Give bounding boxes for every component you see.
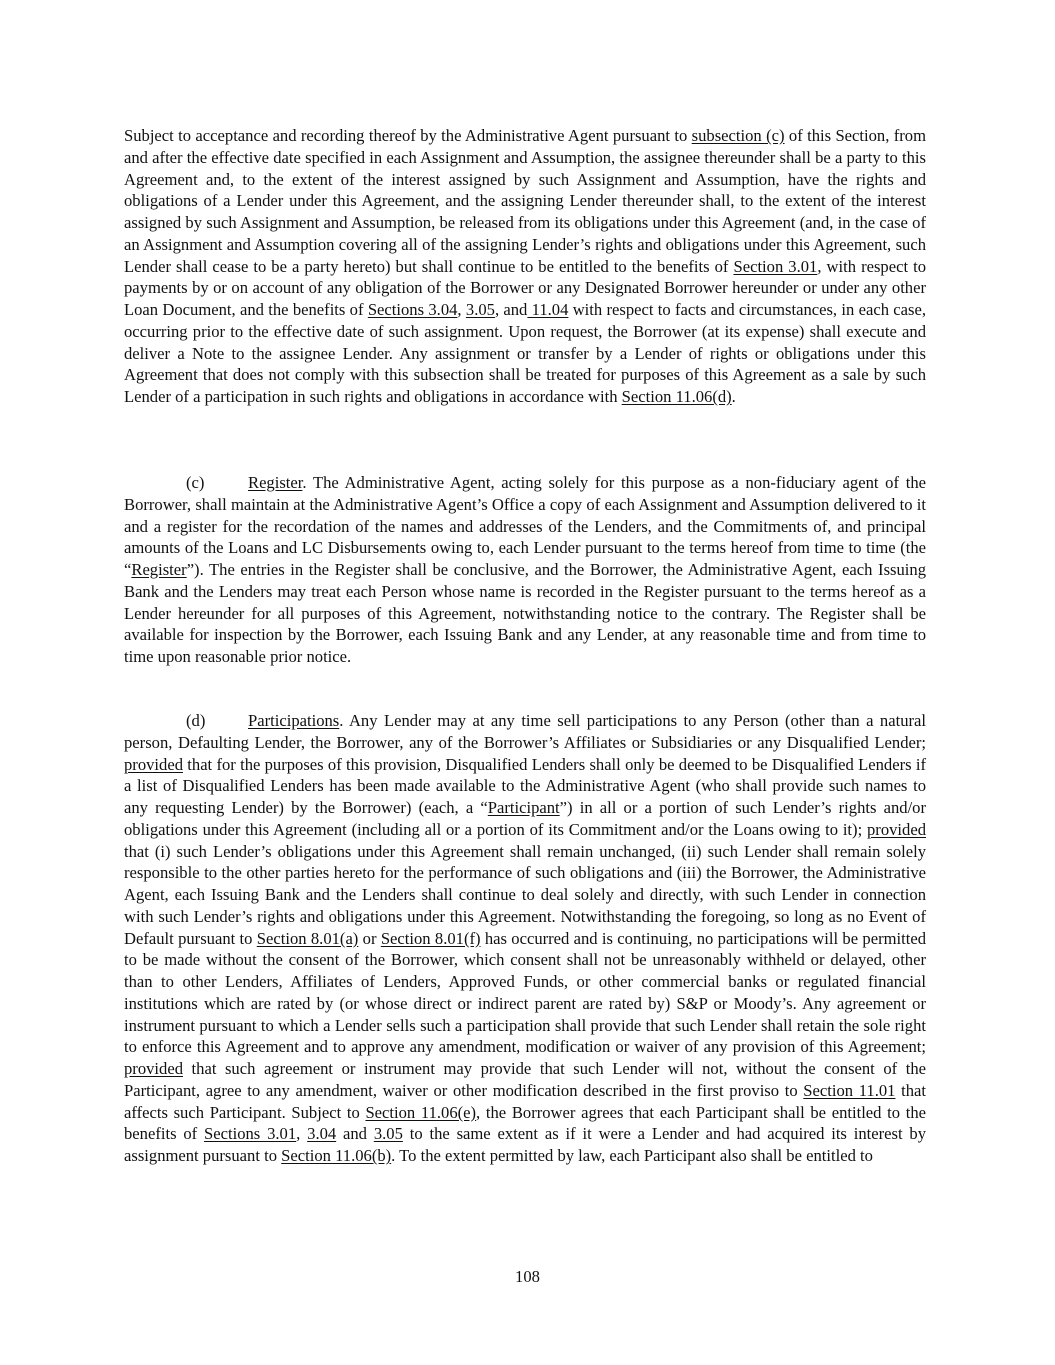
text-run: . To the extent permitted by law, each Participant also shall be entitled to bbox=[391, 1146, 873, 1165]
cross-reference: Sections 3.04 bbox=[367, 300, 458, 319]
clause-heading: Participations bbox=[248, 711, 340, 730]
text-run: , and bbox=[494, 300, 528, 319]
defined-term: Participant bbox=[487, 798, 560, 817]
text-run: , with respect to payments by or on account of any obligation of the Borrower or any Designated Borrower hereunder or under any other Loan Document, and the benefits of bbox=[124, 256, 926, 319]
text-run: that for the purposes of this provision, Disqualified Lenders shall only be deemed to be Disqualified Lenders if a list of Disqualified Lenders has been made available to the Administrative Agent (who shall provide such names to any requesting Lender) by the Borrower) (each, a “ bbox=[124, 754, 926, 817]
cross-reference: Section 3.01 bbox=[733, 256, 818, 276]
cross-reference: Section 11.06(d) bbox=[621, 387, 732, 406]
cross-reference: subsection (c) bbox=[691, 126, 785, 145]
cross-reference: Sections 3.01 bbox=[204, 1124, 297, 1144]
text-run: that such agreement or instrument may provide that such Lender will not, without the consent of the Participant, agree to any amendment, waiver or other modification described in the first proviso to bbox=[124, 1059, 926, 1100]
proviso-term: provided bbox=[124, 1059, 183, 1078]
cross-reference: Section 8.01(a) bbox=[256, 928, 359, 948]
text-run: with respect to facts and circumstances, in each case, occurring prior to the effective date of such assignment. Upon request, the Borrower (at its expense) shall execute and deliver a Note to the assignee Lender. Any assignment or transfer by a Lender of rights or obligations under this Agreement that does not comply with this subsection shall be treated for purposes of this Agreement as a sale by such Lender of a participation in such rights and obligations in accordance with bbox=[124, 300, 927, 406]
cross-reference: Section 11.06(e) bbox=[365, 1102, 477, 1122]
cross-reference: 3.05 bbox=[373, 1124, 403, 1144]
paragraph-register bbox=[124, 472, 926, 668]
text-run: and bbox=[336, 1124, 374, 1144]
cross-reference: 3.04 bbox=[307, 1124, 337, 1144]
text-run: , the Borrower agrees that each Participant shall be entitled to the benefits of bbox=[124, 1102, 927, 1144]
cross-reference: Section 8.01(f) bbox=[380, 928, 481, 948]
text-run: that affects such Participant. Subject to bbox=[124, 1080, 926, 1122]
proviso-term: provided bbox=[124, 754, 183, 774]
page-number: 108 bbox=[515, 1267, 540, 1286]
cross-reference: 3.05 bbox=[465, 300, 495, 319]
clause-heading: Register bbox=[248, 473, 303, 492]
text-run: Subject to acceptance and recording thereof by the Administrative Agent pursuant to bbox=[124, 126, 692, 145]
text-run: . The Administrative Agent, acting solely for this purpose as a non-fiduciary agent of the Borrower, shall maintain at the Administrative Agent’s Office a copy of each Assignment and Assumption delivered to it and a register for the recordation of the names and addresses of the Lenders, and the Commitments of, and principal amounts of the Loans and LC Disbursements owing to, each Lender pursuant to the terms hereof from time to time (the “ bbox=[124, 473, 926, 579]
cross-reference: 11.04 bbox=[527, 300, 569, 319]
clause-label: (c) bbox=[186, 473, 205, 492]
paragraph-assignment-effect bbox=[124, 125, 926, 408]
proviso-term: provided bbox=[867, 819, 926, 839]
text-run: , bbox=[296, 1124, 308, 1144]
text-run: . Any Lender may at any time sell participations to any Person (other than a natural person, Defaulting Lender, the Borrower, any of the Borrower’s Affiliates or Subsidiaries or any Disqualified Lender; bbox=[124, 711, 926, 752]
text-run: . bbox=[731, 387, 736, 406]
cross-reference: Section 11.06(b) bbox=[281, 1146, 392, 1165]
defined-term: Register bbox=[131, 560, 187, 579]
text-run: or bbox=[358, 928, 381, 948]
text-run: that (i) such Lender’s obligations under this Agreement shall remain unchanged, (ii) such Lender shall remain solely responsible to the other parties hereto for the performance of such obligations and (iii) the Borrower, the Administrative Agent, each Issuing Bank and the Lenders shall continue to deal solely and directly, with such Lender in connection with such Lender’s rights and obligations under this Agreement. Notwithstanding the foregoing, so long as no Event of Default pursuant to bbox=[124, 841, 926, 948]
text-run: of this Section, from and after the effective date specified in each Assignment and Assumption, the assignee thereunder shall be a party to this Agreement and, to the extent of the interest assigned by such Assignment and Assumption, have the rights and obligations of a Lender under this Agreement, and the assigning Lender thereunder shall, to the extent of the interest assigned by such Assignment and Assumption, be released from its obligations under this Agreement (and, in the case of an Assignment and Assumption covering all of the assigning Lender’s rights and obligations under this Agreement, such Lender shall cease to be a party hereto) but shall continue to be entitled to the benefits of bbox=[124, 126, 927, 276]
text-run: has occurred and is continuing, no participations will be permitted to be made without the consent of the Borrower, which consent shall not be unreasonably withheld or delayed, other than to other Lenders, Affiliates of Lenders, Approved Funds, or other commercial banks or regulated financial institutions which are rated by (or whose direct or indirect parent are rated by) S&P or Moody’s. Any agreement or instrument pursuant to which a Lender sells such a participation shall provide that such Lender shall retain the sole right to enforce this Agreement and to approve any amendment, modification or waiver of any provision of this Agreement; bbox=[124, 928, 927, 1057]
text-run: ”) in all or a portion of such Lender’s rights and/or obligations under this Agreement (including all or a portion of its Commitment and/or the Loans owing to it); bbox=[124, 798, 926, 839]
text-run: , bbox=[457, 300, 466, 319]
clause-label: (d) bbox=[186, 711, 206, 730]
paragraph-participations bbox=[124, 710, 926, 1167]
cross-reference: Section 11.01 bbox=[803, 1080, 896, 1100]
text-run: ”). The entries in the Register shall be conclusive, and the Borrower, the Administrative Agent, each Issuing Bank and the Lenders may treat each Person whose name is recorded in the Register pursuant to the terms hereof as a Lender hereunder for all purposes of this Agreement, notwithstanding notice to the contrary. The Register shall be available for inspection by the Borrower, each Issuing Bank and any Lender, at any reasonable time and from time to time upon reasonable prior notice. bbox=[124, 560, 926, 666]
text-run: to the same extent as if it were a Lender and had acquired its interest by assignment pursuant to bbox=[124, 1124, 927, 1165]
